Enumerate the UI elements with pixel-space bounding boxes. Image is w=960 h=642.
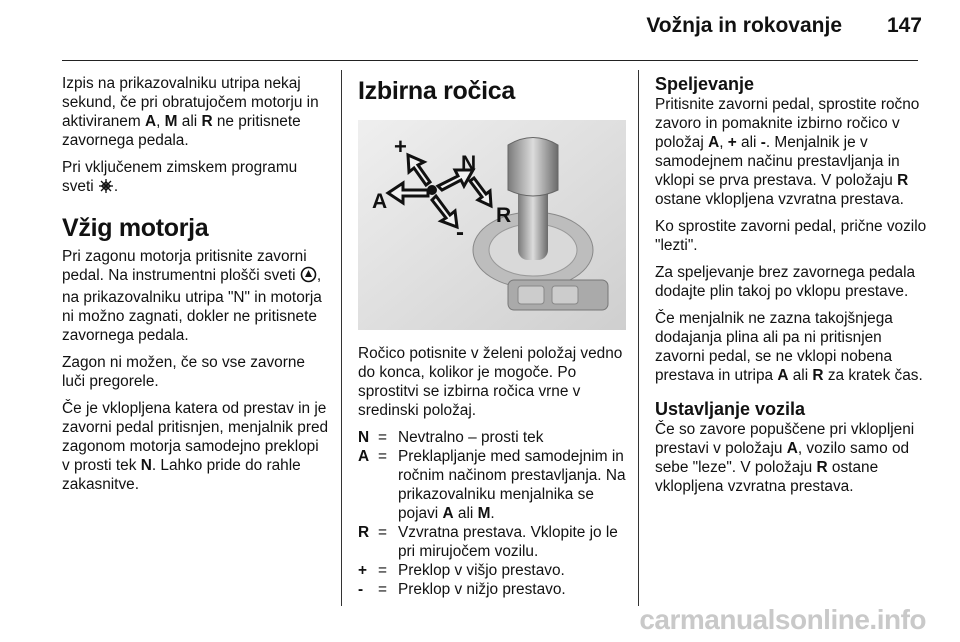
paragraph-creep: Ko sprostite zavorni pedal, prične vozilo "lezti". xyxy=(655,218,927,254)
paragraph-brake-lights: Zagon ni možen, če so vse zavorne luči pregorele. xyxy=(62,354,305,390)
paragraph-start-brake: Pri zagonu motorja pritisnite zavorni pedal. Na instrumentni plošči sveti , na prikazovalniku utripa "N" in motorja ni možno zagnati, dokler ne pritisnete zavornega pedala. xyxy=(62,248,322,344)
definition-row: + = Preklop v višjo prestavo. xyxy=(358,562,565,579)
definition-row: A = Preklapljanje med samodejnim in ročnim načinom prestavljanja. Na prikazovalniku menjalnika se pojavi A ali M. xyxy=(358,448,626,522)
paragraph-gear-engaged: Če je vklopljena katera od prestav in je zavorni pedal pritisnjen, menjalnik pred zagonom motorja samodejno preklopi v prosti tek N. Lahko pride do rahle zakasnitve. xyxy=(62,400,329,493)
figure-label-a: A xyxy=(372,190,388,213)
paragraph-start-procedure: Pritisnite zavorni pedal, sprostite ročno zavoro in pomaknite izbirno ročico v položaj A, + ali -. Menjalnik je v samodejnem načinu prestavljanja in vklopi se prva prestava. V položaju R ostane vklopljena vzvratna prestava. xyxy=(655,96,920,208)
column-1 xyxy=(62,74,330,502)
figure-label-r: R xyxy=(496,204,512,227)
page-header xyxy=(0,0,960,48)
figure-label-minus: - xyxy=(456,219,464,246)
heading-stopping: Ustavljanje vozila xyxy=(655,399,806,419)
heading-starting-off: Speljevanje xyxy=(655,74,755,94)
watermark: carmanualsonline.info xyxy=(639,604,926,635)
selector-lever-illustration xyxy=(358,120,626,330)
definition-row: - = Preklop v nižjo prestavo. xyxy=(358,581,566,598)
paragraph-display-blink: Izpis na prikazovalniku utripa nekaj sekund, če pri obratujočem motorju in aktiviranem A, M ali R ne pritisnete zavornega pedala. xyxy=(62,75,319,149)
column-divider-1 xyxy=(341,70,342,606)
paragraph-stopping: Če so zavore popuščene pri vklopljeni prestavi v položaju A, vozilo samo od sebe "leze". V položaju R ostane vklopljena vzvratna prestava. xyxy=(655,421,915,495)
column-divider-2 xyxy=(638,70,639,606)
definition-row: N = Nevtralno – prosti tek xyxy=(358,429,544,446)
position-definitions xyxy=(358,428,628,599)
column-3 xyxy=(655,74,930,504)
figure-label-plus: + xyxy=(394,134,407,159)
page-number: 147 xyxy=(886,14,922,37)
column-2 xyxy=(358,74,628,599)
definition-row: R = Vzvratna prestava. Vklopite jo le pri mirujočem vozilu. xyxy=(358,524,618,560)
figure-label-n: N xyxy=(461,152,477,175)
brake-pedal-warning-icon xyxy=(300,266,317,288)
heading-selector-lever: Izbirna ročica xyxy=(358,77,515,105)
snowflake-icon xyxy=(98,178,114,199)
paragraph-no-brake-start: Za speljevanje brez zavornega pedala dodajte plin takoj po vklopu prestave. xyxy=(655,264,916,300)
paragraph-winter-program: Pri vključenem zimskem programu sveti . xyxy=(62,158,330,199)
paragraph-lever-usage: Ročico potisnite v želeni položaj vedno do konca, kolikor je mogoče. Po sprostitvi se izbirna ročica vrne v sredinski položaj. xyxy=(358,345,623,419)
heading-engine-start: Vžig motorja xyxy=(62,214,209,242)
paragraph-no-gear: Če menjalnik ne zazna takojšnjega dodajanja plina ali pa ni pritisnjen zavorni pedal, se ne vklopi nobena prestava in utripa A ali R za kratek čas. xyxy=(655,310,923,384)
section-title: Vožnja in rokovanje xyxy=(646,14,842,37)
header-rule xyxy=(62,60,918,61)
